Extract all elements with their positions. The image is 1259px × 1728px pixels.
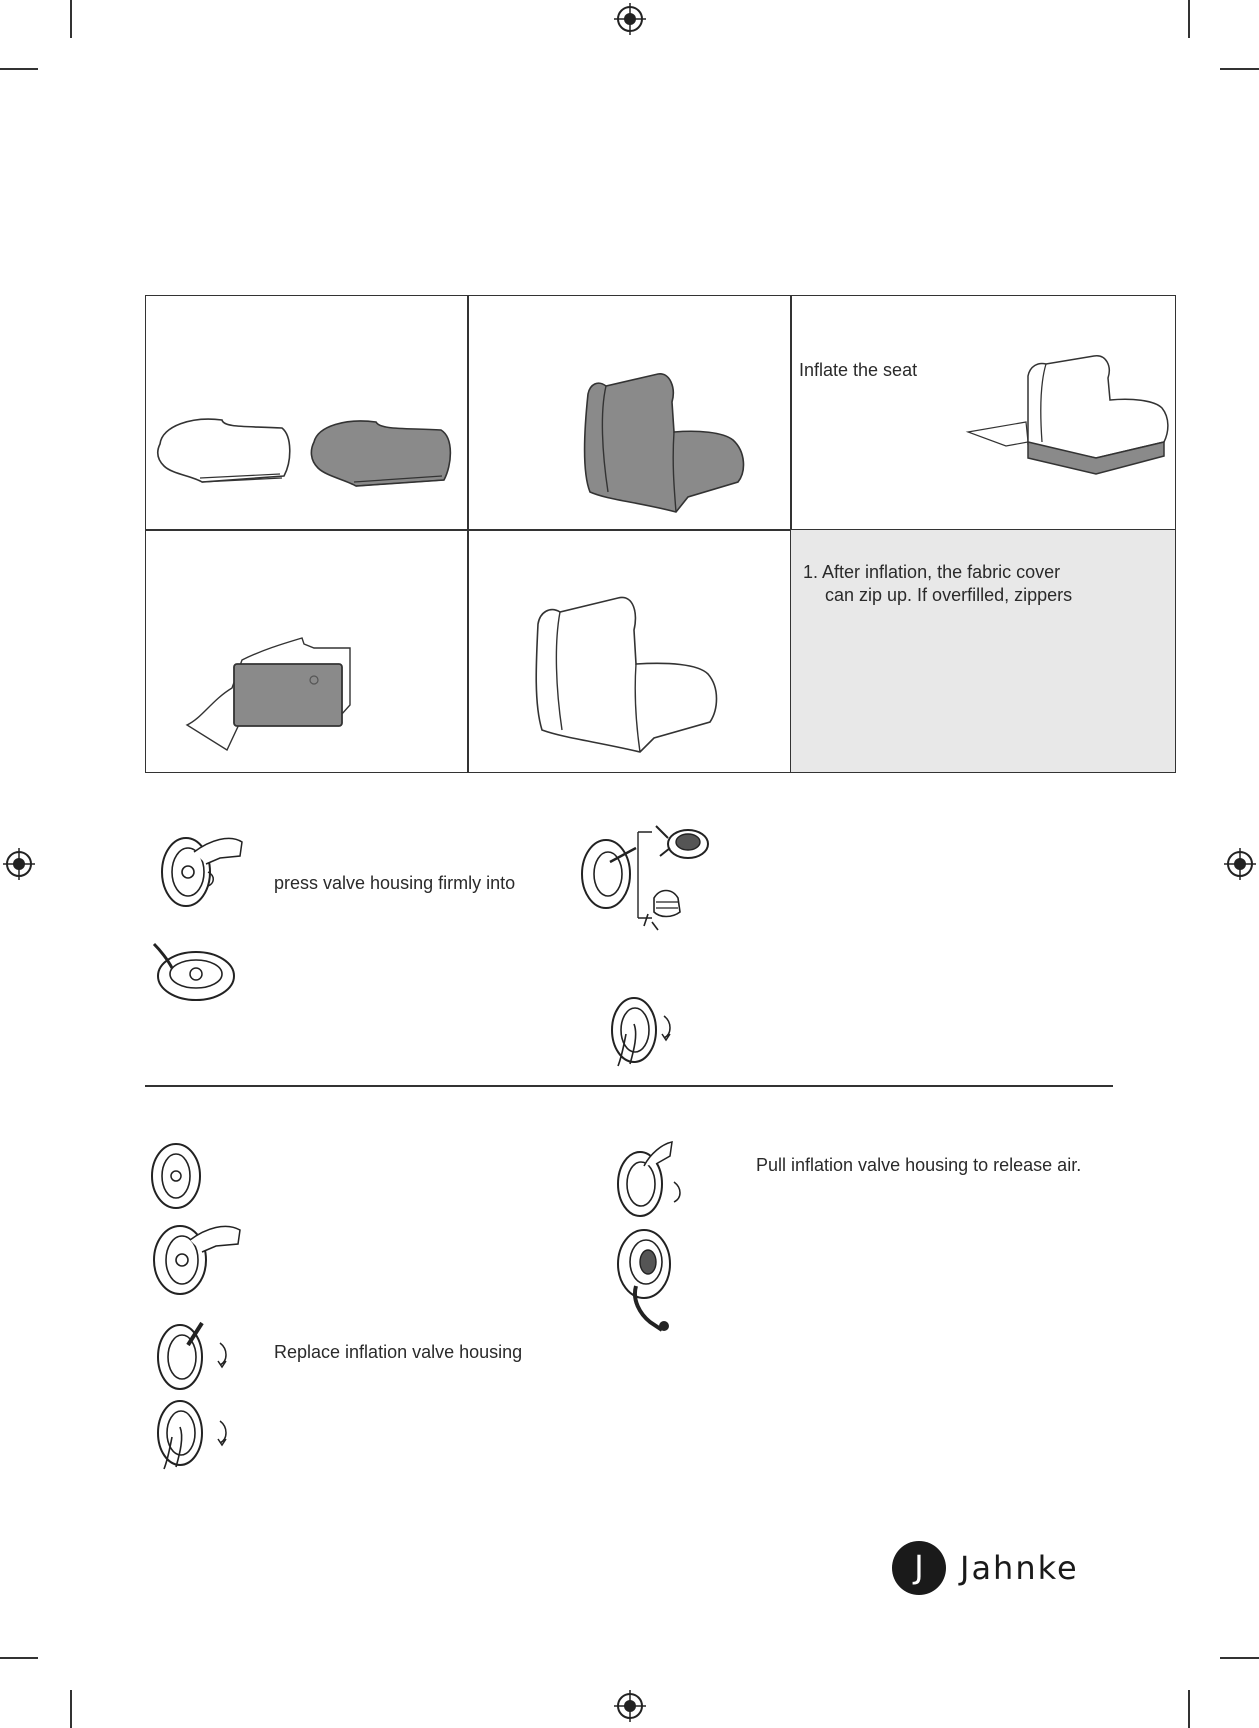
instruction-grid <box>145 295 1176 773</box>
valve-seal-hand-icon <box>150 1395 236 1473</box>
crop-mark-bottom-left-v <box>70 1690 72 1728</box>
zip-note-line-1: 1. After inflation, the fabric cover <box>803 562 1061 582</box>
valve-close-hand-icon <box>604 994 684 1070</box>
valve-replace-icon <box>150 1315 236 1391</box>
brand-logo <box>892 1541 1114 1597</box>
grid-cell-zip-note <box>790 529 1176 773</box>
valve-closed-icon <box>144 1140 206 1212</box>
grid-cell-unfolded-covers <box>145 295 469 531</box>
grid-cell-inflatable-seat <box>467 295 792 531</box>
valve-open-hand-icon <box>144 1216 244 1298</box>
logo-wordmark: Jahnke <box>960 1549 1079 1587</box>
crop-mark-bottom-left-h <box>0 1657 38 1659</box>
inflate-seat-text: Inflate the seat <box>799 360 918 380</box>
registration-mark-right <box>1224 848 1256 880</box>
grid-cell-zip-cover <box>145 529 469 773</box>
cover-zipping-illustration <box>182 630 372 755</box>
valve-deflate-pump-icon <box>612 1226 682 1334</box>
crop-mark-bottom-right-h <box>1220 1657 1259 1659</box>
valve-press-hand-icon <box>150 828 246 910</box>
inflated-seat-gray-illustration <box>578 372 753 517</box>
grid-cell-inflate-seat <box>790 295 1176 531</box>
registration-mark-top <box>614 3 646 35</box>
grid-cell-finished-seat <box>467 529 792 773</box>
zip-note-line-2: can zip up. If overfilled, zippers <box>825 585 1073 605</box>
crop-mark-top-right-h <box>1220 68 1259 70</box>
deflated-seat-filled-illustration <box>306 410 456 490</box>
crop-mark-top-left-v <box>70 0 72 38</box>
crop-mark-bottom-right-v <box>1188 1690 1190 1728</box>
seat-with-cover-illustration <box>966 354 1171 479</box>
crop-mark-top-left-h <box>0 68 38 70</box>
logo-letter: J <box>914 1548 924 1586</box>
replace-valve-text: Replace inflation valve housing <box>274 1342 523 1362</box>
section-divider <box>145 1085 1113 1087</box>
valve-press-text: press valve housing firmly into <box>274 873 516 893</box>
registration-mark-bottom <box>614 1690 646 1722</box>
pump-connection-icon <box>576 818 716 938</box>
registration-mark-left <box>3 848 35 880</box>
deflated-seat-outline-illustration <box>152 406 297 486</box>
inflated-seat-outline-illustration <box>528 594 728 759</box>
valve-pull-hand-icon <box>610 1138 690 1220</box>
crop-mark-top-right-v <box>1188 0 1190 38</box>
valve-open-icon <box>150 940 240 1004</box>
pull-valve-text: Pull inflation valve housing to release air. <box>756 1155 1082 1175</box>
